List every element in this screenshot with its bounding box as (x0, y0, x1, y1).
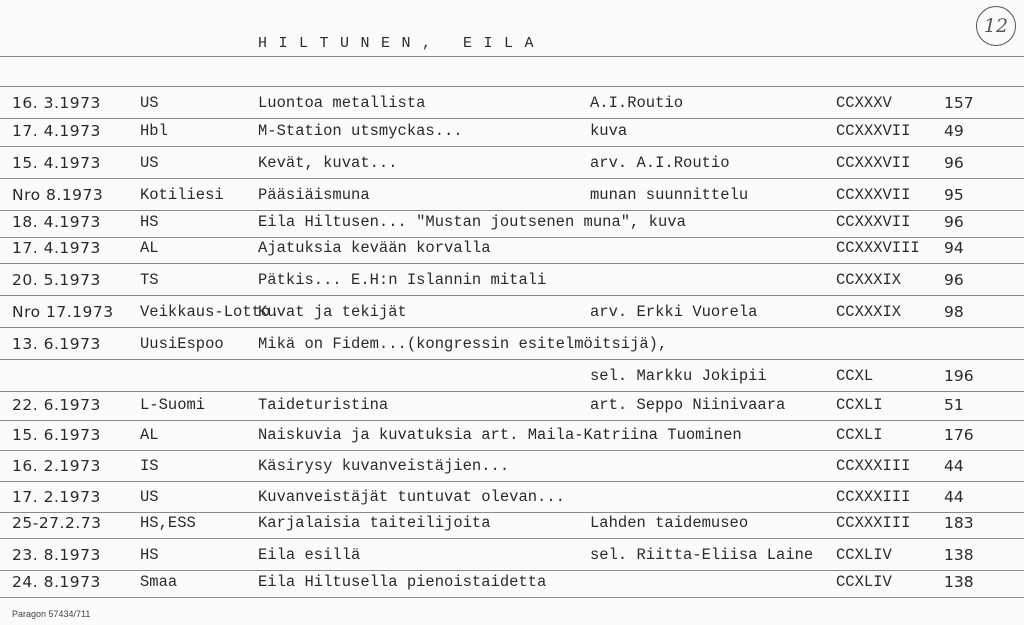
cell-page: 96 (944, 213, 964, 231)
cell-note: A.I.Routio (590, 94, 684, 112)
cell-volume: CCXLIV (836, 546, 892, 564)
cell-source: HS (140, 546, 159, 564)
header-rule (0, 56, 1024, 57)
cell-source: HS,ESS (140, 514, 196, 532)
cell-source: Hbl (140, 122, 168, 140)
cell-source: Kotiliesi (140, 186, 224, 204)
cell-page: 44 (944, 488, 964, 506)
cell-note: Lahden taidemuseo (590, 514, 749, 532)
cell-source: US (140, 154, 159, 172)
cell-volume: CCXXXVIII (836, 239, 920, 257)
cell-title: M-Station utsmyckas... (258, 122, 463, 140)
row-rule (0, 295, 1024, 296)
cell-title: Käsirysy kuvanveistäjien... (258, 457, 510, 475)
cell-volume: CCXL (836, 367, 874, 385)
cell-date: 15. 6.1973 (12, 426, 101, 444)
cell-title: Ajatuksia kevään korvalla (258, 239, 491, 257)
cell-page: 96 (944, 271, 964, 289)
cell-note: arv. Erkki Vuorela (590, 303, 758, 321)
cell-date: 23. 8.1973 (12, 546, 101, 564)
cell-date: 24. 8.1973 (12, 573, 101, 591)
cell-date: 17. 2.1973 (12, 488, 101, 506)
cell-title: Pätkis... E.H:n Islannin mitali (258, 271, 547, 289)
row-rule (0, 391, 1024, 392)
cell-volume: CCXXXIX (836, 303, 902, 321)
cell-date: 17. 4.1973 (12, 239, 101, 257)
cell-title: Eila esillä (258, 546, 361, 564)
cell-volume: CCXXXV (836, 94, 892, 112)
cell-source: AL (140, 426, 159, 444)
row-rule (0, 450, 1024, 451)
row-rule (0, 178, 1024, 179)
cell-title: Kuvat ja tekijät (258, 303, 407, 321)
cell-page: 95 (944, 186, 964, 204)
cell-date: 16. 3.1973 (12, 94, 101, 112)
cell-page: 49 (944, 122, 964, 140)
cell-volume: CCXXXIX (836, 271, 902, 289)
cell-date: 22. 6.1973 (12, 396, 101, 414)
cell-date: Nro 8.1973 (12, 186, 104, 204)
cell-source: US (140, 488, 159, 506)
cell-page: 138 (944, 546, 974, 564)
cell-page: 96 (944, 154, 964, 172)
cell-source: UusiEspoo (140, 335, 224, 353)
cell-title: Karjalaisia taiteilijoita (258, 514, 491, 532)
cell-date: 17. 4.1973 (12, 122, 101, 140)
cell-source: HS (140, 213, 159, 231)
cell-date: 16. 2.1973 (12, 457, 101, 475)
cell-date: 13. 6.1973 (12, 335, 101, 353)
page-title: HILTUNEN, EILA (258, 35, 546, 52)
cell-page: 44 (944, 457, 964, 475)
cell-title: Kuvanveistäjät tuntuvat olevan... (258, 488, 565, 506)
cell-page: 138 (944, 573, 974, 591)
row-rule (0, 146, 1024, 147)
cell-volume: CCXLI (836, 396, 883, 414)
row-rule (0, 570, 1024, 571)
row-rule (0, 512, 1024, 513)
cell-page: 51 (944, 396, 964, 414)
cell-page: 196 (944, 367, 974, 385)
cell-title: Naiskuvia ja kuvatuksia art. Maila-Katriina Tuominen (258, 426, 742, 444)
cell-note: sel. Markku Jokipii (590, 367, 767, 385)
row-rule (0, 118, 1024, 119)
cell-page: 157 (944, 94, 974, 112)
row-rule (0, 263, 1024, 264)
cell-page: 98 (944, 303, 964, 321)
cell-title: Eila Hiltusella pienoistaidetta (258, 573, 547, 591)
cell-note: sel. Riitta-Eliisa Laine (590, 546, 814, 564)
cell-title: Mikä on Fidem...(kongressin esitelmöitsijä), (258, 335, 668, 353)
cell-page: 183 (944, 514, 974, 532)
cell-volume: CCXLIV (836, 573, 892, 591)
cell-source: TS (140, 271, 159, 289)
cell-source: US (140, 94, 159, 112)
cell-source: Smaa (140, 573, 178, 591)
cell-note: kuva (590, 122, 628, 140)
cell-title: Pääsiäismuna (258, 186, 370, 204)
cell-page: 94 (944, 239, 964, 257)
row-rule (0, 597, 1024, 598)
row-rule (0, 420, 1024, 421)
row-rule (0, 359, 1024, 360)
cell-title: Kevät, kuvat... (258, 154, 398, 172)
cell-volume: CCXXXIII (836, 514, 911, 532)
cell-note: munan suunnittelu (590, 186, 749, 204)
cell-page: 176 (944, 426, 974, 444)
cell-date: 20. 5.1973 (12, 271, 101, 289)
header-rule-2 (0, 86, 1024, 87)
cell-date: 18. 4.1973 (12, 213, 101, 231)
cell-volume: CCXXXVII (836, 154, 911, 172)
cell-volume: CCXXXIII (836, 457, 911, 475)
row-rule (0, 237, 1024, 238)
cell-source: AL (140, 239, 159, 257)
row-rule (0, 481, 1024, 482)
cell-title: Eila Hiltusen... "Mustan joutsenen muna", kuva (258, 213, 686, 231)
cell-date: 25-27.2.73 (12, 514, 102, 532)
cell-date: 15. 4.1973 (12, 154, 101, 172)
cell-title: Taideturistina (258, 396, 389, 414)
cell-note: art. Seppo Niinivaara (590, 396, 786, 414)
footer-imprint: Paragon 57434/711 (12, 609, 91, 619)
cell-title: Luontoa metallista (258, 94, 426, 112)
cell-note: arv. A.I.Routio (590, 154, 730, 172)
cell-volume: CCXXXVII (836, 213, 911, 231)
row-rule (0, 210, 1024, 211)
cell-date: Nro 17.1973 (12, 303, 114, 321)
page-number-circle: 12 (976, 6, 1016, 46)
cell-volume: CCXXXVII (836, 186, 911, 204)
row-rule (0, 327, 1024, 328)
cell-source: Veikkaus-Lotto. (140, 303, 280, 321)
cell-volume: CCXXXVII (836, 122, 911, 140)
cell-volume: CCXXXIII (836, 488, 911, 506)
cell-source: L-Suomi (140, 396, 206, 414)
cell-source: IS (140, 457, 159, 475)
cell-volume: CCXLI (836, 426, 883, 444)
row-rule (0, 538, 1024, 539)
